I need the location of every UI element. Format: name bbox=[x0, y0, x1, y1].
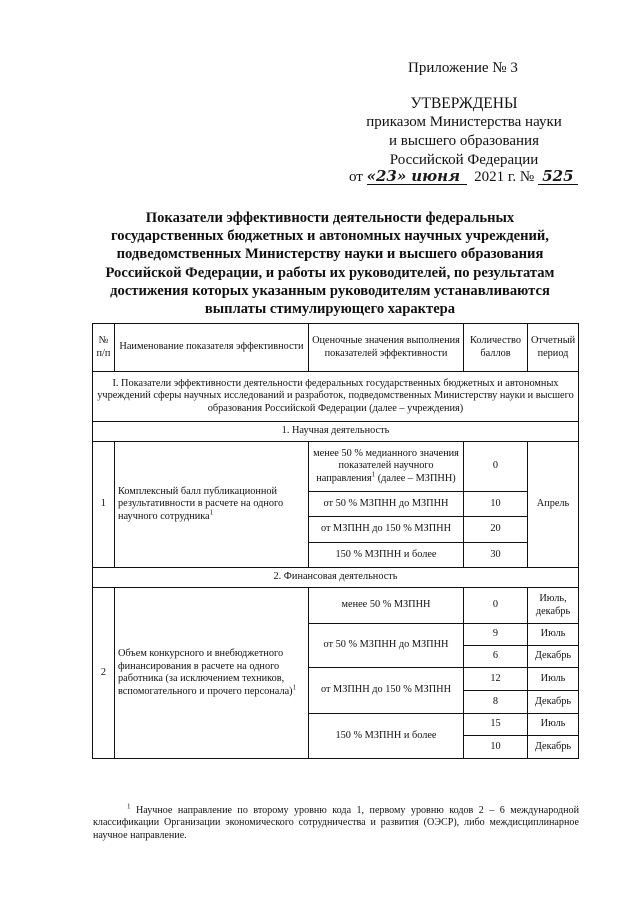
row1-points-4: 30 bbox=[464, 543, 528, 568]
row1-value-4: 150 % МЗПНН и более bbox=[309, 543, 464, 568]
table-row bbox=[93, 588, 579, 624]
row2-period-3b: Декабрь bbox=[528, 691, 579, 714]
subsection-1-row bbox=[93, 422, 579, 442]
row1-points-1: 0 bbox=[464, 442, 528, 492]
title-line-1: Показатели эффективности деятельности федеральных bbox=[145, 210, 515, 226]
row1-value-3: от МЗПНН до 150 % МЗПНН bbox=[309, 517, 464, 543]
indicators-table bbox=[92, 323, 579, 759]
order-date-prefix: от bbox=[349, 169, 363, 185]
footnote-mark: 1 bbox=[127, 802, 131, 811]
row2-points-4a: 15 bbox=[464, 714, 528, 736]
table-header-row bbox=[93, 324, 579, 372]
row2-points-3a: 12 bbox=[464, 668, 528, 691]
row2-points-2b: 6 bbox=[464, 646, 528, 668]
order-number: 525 bbox=[538, 169, 578, 185]
footnote-text: Научное направление по второму уровню кода 1, первому уровню кодов 2 – 6 международной классификации Организации экономического сотрудничества и развития (ОЭСР), либо междисциплинарное научное направление. bbox=[93, 805, 579, 841]
title-line-6: выплаты стимулирующего характера bbox=[204, 301, 456, 318]
row2-points-4b: 10 bbox=[464, 736, 528, 759]
row2-points-2a: 9 bbox=[464, 624, 528, 646]
row2-name: Объем конкурсного и внебюджетного финансирования в расчете на одного работника (за исключением техников, вспомогательного и прочего персонала)$^1$ bbox=[115, 588, 309, 759]
header-points: Количество баллов bbox=[464, 324, 528, 372]
header-period: Отчетный период bbox=[528, 324, 579, 372]
approval-line-3: Российской Федерации bbox=[389, 152, 539, 168]
row1-value-1: менее 50 % медианного значения показателей научного направления$^1$ (далее – МЗПНН) bbox=[309, 442, 464, 492]
order-day: «23» bbox=[366, 167, 407, 185]
row1-name: Комплексный балл публикационной результативности в расчете на одного научного сотрудника$^1$ bbox=[115, 442, 309, 568]
row2-period-4b: Декабрь bbox=[528, 736, 579, 759]
row2-value-3: от МЗПНН до 150 % МЗПНН bbox=[309, 668, 464, 714]
approval-line-2: и высшего образования bbox=[389, 133, 539, 149]
document-title bbox=[70, 209, 590, 318]
row2-period-4a: Июль bbox=[528, 714, 579, 736]
footnote bbox=[93, 802, 579, 842]
header-values: Оценочные значения выполнения показателей эффективности bbox=[309, 324, 464, 372]
approval-title: УТВЕРЖДЕНЫ bbox=[410, 95, 518, 112]
title-line-4: Российской Федерации, и работы их руководителей, по результатам bbox=[105, 264, 555, 281]
title-line-5: достижения которых указанным руководителям устанавливаются bbox=[110, 282, 550, 299]
appendix-label: Приложение № 3 bbox=[408, 60, 518, 76]
table-row bbox=[93, 442, 579, 492]
row2-period-1: Июль, декабрь bbox=[528, 588, 579, 624]
row1-period: Апрель bbox=[528, 442, 579, 568]
section-intro-row bbox=[93, 372, 579, 422]
row2-value-4: 150 % МЗПНН и более bbox=[309, 714, 464, 759]
header-num: № п/п bbox=[93, 324, 115, 372]
row1-value-2: от 50 % МЗПНН до МЗПНН bbox=[309, 492, 464, 517]
row1-points-3: 20 bbox=[464, 517, 528, 543]
section-intro: I. Показатели эффективности деятельности федеральных государственных бюджетных и автономных учреждений сферы научных исследований и разработок, подведомственных Министерству науки и высшего образования Российской Федерации (далее – учреждения) bbox=[93, 372, 579, 422]
row2-points-3b: 8 bbox=[464, 691, 528, 714]
row2-points-1: 0 bbox=[464, 588, 528, 624]
order-month: июня bbox=[405, 169, 467, 185]
approval-line-1: приказом Министерства науки bbox=[366, 114, 562, 130]
order-date-number bbox=[349, 169, 578, 186]
row2-period-2a: Июль bbox=[528, 624, 579, 646]
order-year: 2021 г. № bbox=[474, 169, 535, 185]
title-line-2: государственных бюджетных и автономных научных учреждений, bbox=[111, 228, 549, 245]
subsection-2-row bbox=[93, 568, 579, 588]
row1-points-2: 10 bbox=[464, 492, 528, 517]
row2-period-3a: Июль bbox=[528, 668, 579, 691]
row2-value-1: менее 50 % МЗПНН bbox=[309, 588, 464, 624]
row2-value-2: от 50 % МЗПНН до МЗПНН bbox=[309, 624, 464, 668]
row2-num: 2 bbox=[93, 588, 115, 759]
subsection-2-title: 2. Финансовая деятельность bbox=[93, 568, 579, 588]
subsection-1-title: 1. Научная деятельность bbox=[93, 422, 579, 442]
row2-period-2b: Декабрь bbox=[528, 646, 579, 668]
approval-block bbox=[358, 94, 570, 170]
row1-num: 1 bbox=[93, 442, 115, 568]
title-line-3: подведомственных Министерству науки и высшего образования bbox=[116, 246, 544, 263]
header-name: Наименование показателя эффективности bbox=[115, 324, 309, 372]
